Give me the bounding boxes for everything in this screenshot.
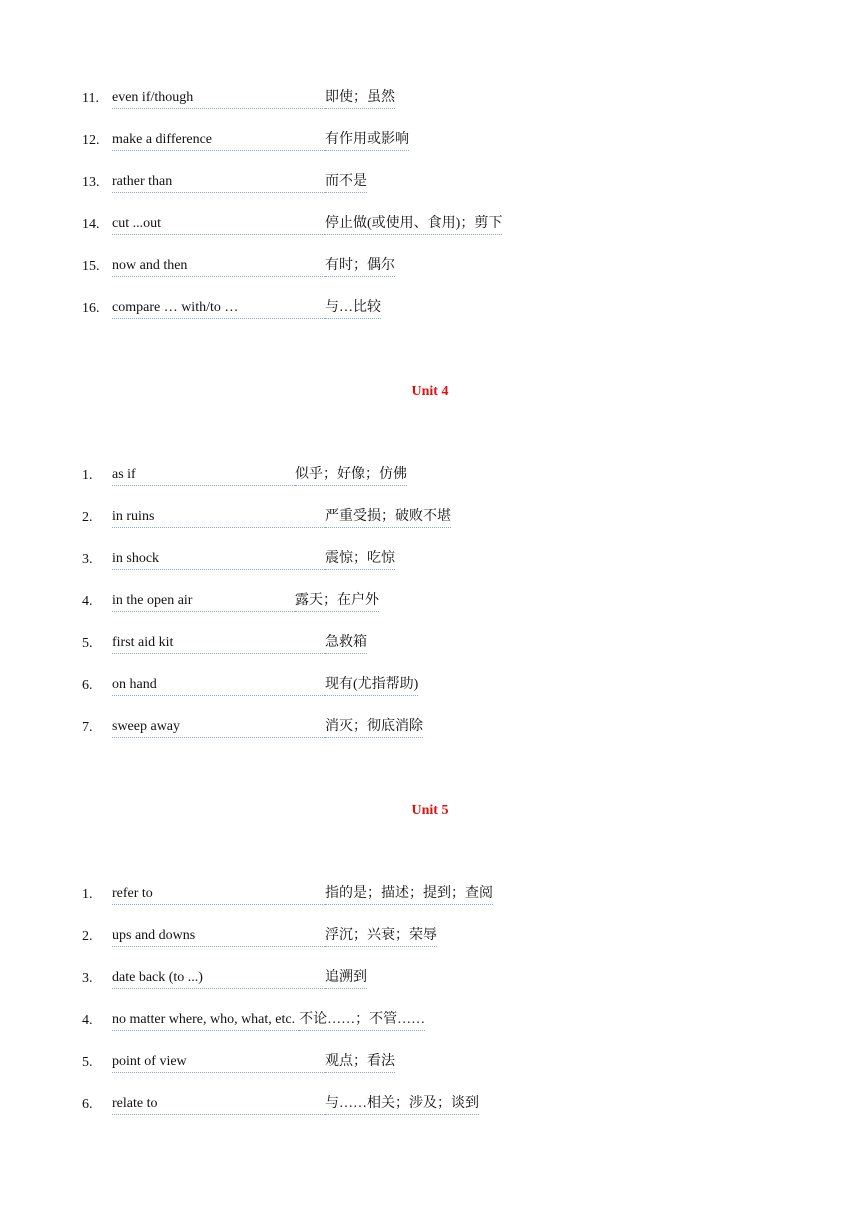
list-item [82, 550, 395, 570]
list-item [82, 634, 367, 654]
item-number: 4. [82, 594, 93, 609]
item-number: 2. [82, 929, 93, 944]
list-item [82, 257, 395, 277]
item-meaning: 消灭；彻底消除 [325, 718, 423, 738]
item-phrase: in shock [112, 550, 325, 570]
item-meaning: 震惊；吃惊 [325, 550, 395, 570]
unit-4-heading: Unit 4 [411, 384, 449, 399]
item-meaning: 急救箱 [325, 634, 367, 654]
item-phrase: on hand [112, 676, 325, 696]
item-meaning: 观点；看法 [325, 1053, 395, 1073]
item-phrase: date back (to ...) [112, 969, 325, 989]
list-item [82, 718, 423, 738]
list-item [82, 676, 418, 696]
item-phrase: cut ...out [112, 215, 325, 235]
item-phrase: point of view [112, 1053, 325, 1073]
list-item [82, 1011, 425, 1031]
item-phrase: now and then [112, 257, 325, 277]
item-number: 16. [82, 301, 100, 316]
list-item [82, 969, 367, 989]
list-item [82, 1095, 479, 1115]
item-meaning: 严重受损；破败不堪 [325, 508, 451, 528]
list-item [82, 508, 451, 528]
item-number: 14. [82, 217, 100, 232]
item-number: 15. [82, 259, 100, 274]
item-phrase: no matter where, who, what, etc. [112, 1011, 299, 1031]
item-phrase: sweep away [112, 718, 325, 738]
item-meaning: 似乎；好像；仿佛 [295, 466, 407, 486]
item-meaning: 与…比较 [325, 299, 381, 319]
item-number: 1. [82, 887, 93, 902]
list-item [82, 89, 395, 109]
item-phrase: as if [112, 466, 295, 486]
list-item [82, 927, 437, 947]
list-item [82, 173, 367, 193]
item-phrase: even if/though [112, 89, 325, 109]
item-number: 6. [82, 1097, 93, 1112]
item-meaning: 而不是 [325, 173, 367, 193]
item-phrase: refer to [112, 885, 325, 905]
item-meaning: 与……相关；涉及；谈到 [325, 1095, 479, 1115]
item-meaning: 追溯到 [325, 969, 367, 989]
item-phrase: in the open air [112, 592, 295, 612]
item-number: 2. [82, 510, 93, 525]
item-phrase: make a difference [112, 131, 325, 151]
list-item [82, 885, 493, 905]
item-number: 7. [82, 720, 93, 735]
list-item [82, 131, 409, 151]
item-meaning: 有作用或影响 [325, 131, 409, 151]
item-number: 4. [82, 1013, 93, 1028]
list-item [82, 466, 407, 486]
item-meaning: 露天；在户外 [295, 592, 379, 612]
list-item [82, 592, 379, 612]
item-meaning: 有时；偶尔 [325, 257, 395, 277]
item-phrase: ups and downs [112, 927, 325, 947]
item-number: 5. [82, 636, 93, 651]
item-number: 5. [82, 1055, 93, 1070]
item-number: 11. [82, 91, 99, 106]
item-number: 3. [82, 552, 93, 567]
item-number: 3. [82, 971, 93, 986]
item-phrase: first aid kit [112, 634, 325, 654]
item-meaning: 现有(尤指帮助) [325, 676, 418, 696]
list-item [82, 299, 381, 319]
item-meaning: 不论……；不管…… [299, 1011, 425, 1031]
item-number: 12. [82, 133, 100, 148]
item-phrase: in ruins [112, 508, 325, 528]
item-number: 1. [82, 468, 93, 483]
item-phrase: relate to [112, 1095, 325, 1115]
unit-5-heading: Unit 5 [411, 803, 449, 818]
item-number: 6. [82, 678, 93, 693]
item-meaning: 即使；虽然 [325, 89, 395, 109]
list-item [82, 1053, 395, 1073]
item-phrase: rather than [112, 173, 325, 193]
item-number: 13. [82, 175, 100, 190]
item-meaning: 指的是；描述；提到；查阅 [325, 885, 493, 905]
item-meaning: 停止做(或使用、食用)；剪下 [325, 215, 502, 235]
list-item [82, 215, 502, 235]
item-meaning: 浮沉；兴衰；荣辱 [325, 927, 437, 947]
item-phrase: compare … with/to … [112, 299, 325, 319]
